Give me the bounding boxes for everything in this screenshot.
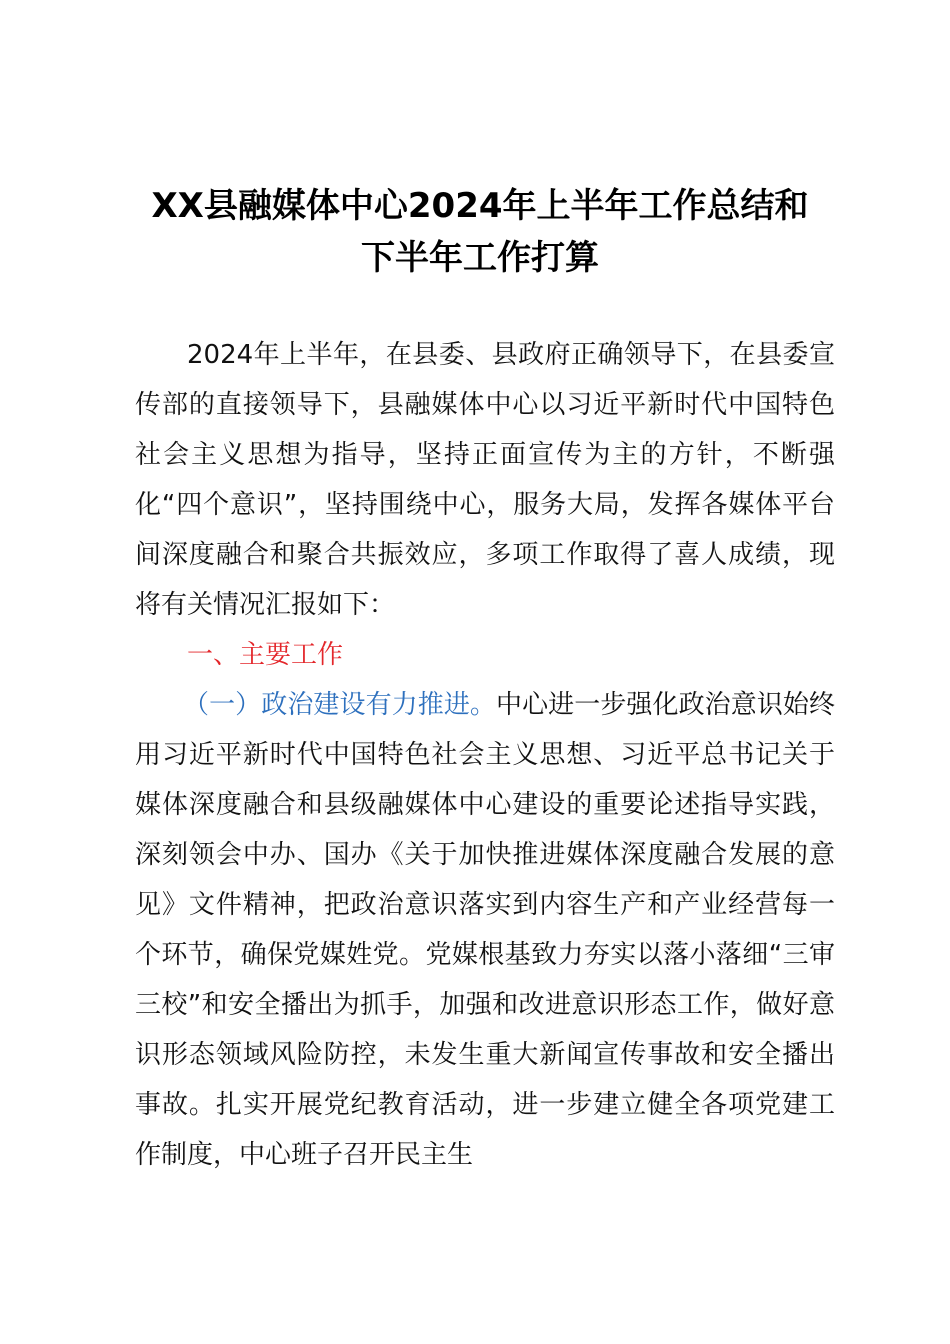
subsection-heading: （一）政治建设有力推进。 bbox=[183, 690, 496, 720]
subsection-paragraph bbox=[135, 680, 835, 1180]
intro-paragraph: 2024年上半年，在县委、县政府正确领导下，在县委宣传部的直接领导下，县融媒体中心以习近平新时代中国特色社会主义思想为指导，坚持正面宣传为主的方针，不断强化“四个意识”，坚持围绕中心，服务大局，发挥各媒体平台间深度融合和聚合共振效应，多项工作取得了喜人成绩，现将有关情况汇报如下： bbox=[135, 340, 835, 620]
subsection-text: 中心进一步强化政治意识始终用习近平新时代中国特色社会主义思想、习近平总书记关于媒体深度融合和县级融媒体中心建设的重要论述指导实践，深刻领会中办、国办《关于加快推进媒体深度融合发展的意见》文件精神，把政治意识落实到内容生产和产业经营每一个环节，确保党媒姓党。党媒根基致力夯实以落小落细“三审三校”和安全播出为抓手，加强和改进意识形态工作，做好意识形态领域风险防控，未发生重大新闻宣传事故和安全播出事故。扎实开展党纪教育活动，进一步建立健全各项党建工作制度，中心班子召开民主生 bbox=[135, 690, 835, 1170]
document-body bbox=[135, 330, 835, 1180]
section-heading: 一、主要工作 bbox=[187, 640, 344, 670]
document-title bbox=[120, 180, 840, 284]
title-line-2: 下半年工作打算 bbox=[361, 238, 599, 278]
title-line-1: XX县融媒体中心2024年上半年工作总结和 bbox=[151, 186, 809, 226]
section-heading-paragraph bbox=[135, 630, 835, 680]
